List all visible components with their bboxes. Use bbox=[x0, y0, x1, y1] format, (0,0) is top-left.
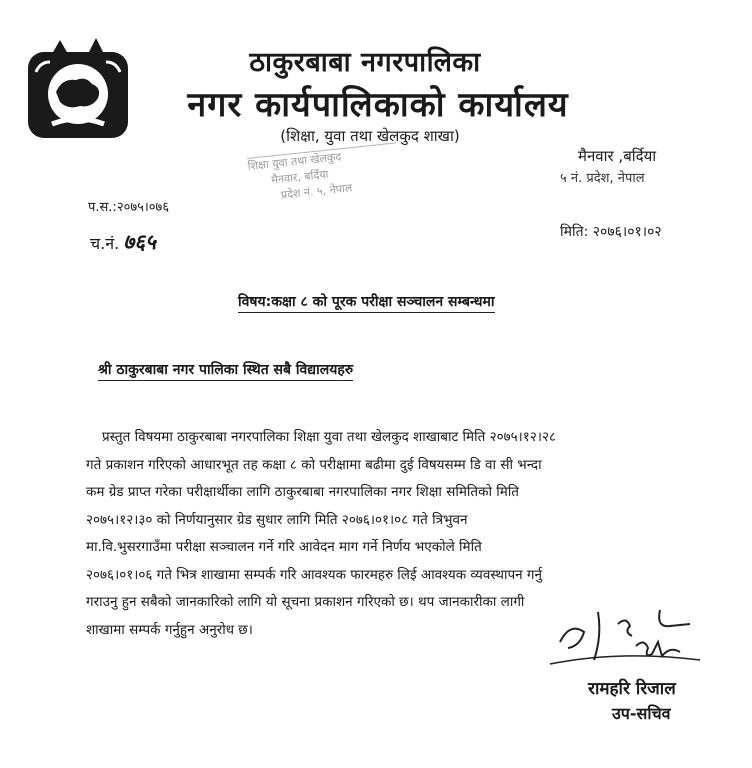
stamp-line: प्रदेश नं. ५, नेपाल bbox=[280, 181, 353, 202]
signatory-title: उप-सचिव bbox=[612, 704, 671, 723]
body-line: प्रस्तुत विषयमा ठाकुरबाबा नगरपालिका शिक्षा युवा तथा खेलकुद शाखाबाट मिति २०७५।१२।२८ bbox=[102, 429, 556, 445]
signatory-name: रामहरि रिजाल bbox=[588, 679, 676, 699]
dispatch-label: च.नं. bbox=[90, 234, 120, 253]
handwritten-signature bbox=[540, 602, 710, 672]
reference-number bbox=[88, 197, 169, 215]
recipient-line: श्री ठाकुरबाबा नगर पालिका स्थित सबै विद्यालयहरु bbox=[98, 360, 353, 381]
nepal-emblem-logo bbox=[22, 32, 134, 144]
body-line: २०७६।०१।०६ गते भित्र शाखामा सम्पर्क गरि आवश्यक फारमहरु लिई आवश्यक व्यवस्थापन गर्नु bbox=[86, 566, 543, 583]
ref-label: प.स.: bbox=[88, 200, 117, 215]
office-stamp bbox=[247, 142, 403, 224]
ref-value: २०७५।०७६ bbox=[116, 200, 170, 215]
office-name: नगर कार्यपालिकाको कार्यालय bbox=[187, 85, 569, 125]
body-line: २०७५।१२।३० को निर्णयानुसार ग्रेड सुधार लागि मिति २०७६।०१।०८ गते त्रिभुवन bbox=[86, 511, 468, 528]
body-line: मा.वि.भुसरगाउँमा परीक्षा सञ्चालन गर्ने गरि आवेदन माग गर्ने निर्णय भएकोले मिति bbox=[86, 539, 482, 555]
letter-date bbox=[560, 222, 662, 241]
body-line: शाखामा सम्पर्क गर्नुहुन अनुरोध छ। bbox=[86, 621, 253, 638]
body-line: कम ग्रेड प्राप्त गरेका परीक्षार्थीका लागि ठाकुरबाबा नगरपालिका नगर शिक्षा समितिको मिति bbox=[86, 484, 520, 500]
section-name: (शिक्षा, युवा तथा खेलकुद शाखा) bbox=[280, 127, 460, 145]
body-line: गते प्रकाशन गरिएको आधारभूत तह कक्षा ८ को परीक्षामा बढीमा दुई विषयसम्म डि वा सी भन्दा bbox=[86, 456, 542, 473]
subject-line: विषय:कक्षा ८ को पूरक परीक्षा सञ्चालन सम्बन्धमा bbox=[238, 292, 495, 313]
address-line-2: ५ नं. प्रदेश, नेपाल bbox=[560, 171, 645, 186]
body-line: गराउनु हुन सबैको जानकारिको लागि यो सूचना प्रकाशन गरिएको छ। थप जानकारीका लागी bbox=[86, 594, 525, 610]
address-line-1: मैनवार ,बर्दिया bbox=[578, 147, 657, 165]
dispatch-number bbox=[90, 228, 156, 256]
stamp-line: शिक्षा युवा तथा खेलकुद bbox=[247, 150, 342, 173]
date-label: मिति: bbox=[560, 224, 589, 240]
date-value: २०७६।०१।०२ bbox=[592, 224, 662, 240]
org-name: ठाकुरबाबा नगरपालिका bbox=[249, 47, 481, 78]
stamp-line: मैनवार, बर्दिया bbox=[270, 167, 330, 187]
dispatch-value: ७६५ bbox=[123, 230, 156, 254]
